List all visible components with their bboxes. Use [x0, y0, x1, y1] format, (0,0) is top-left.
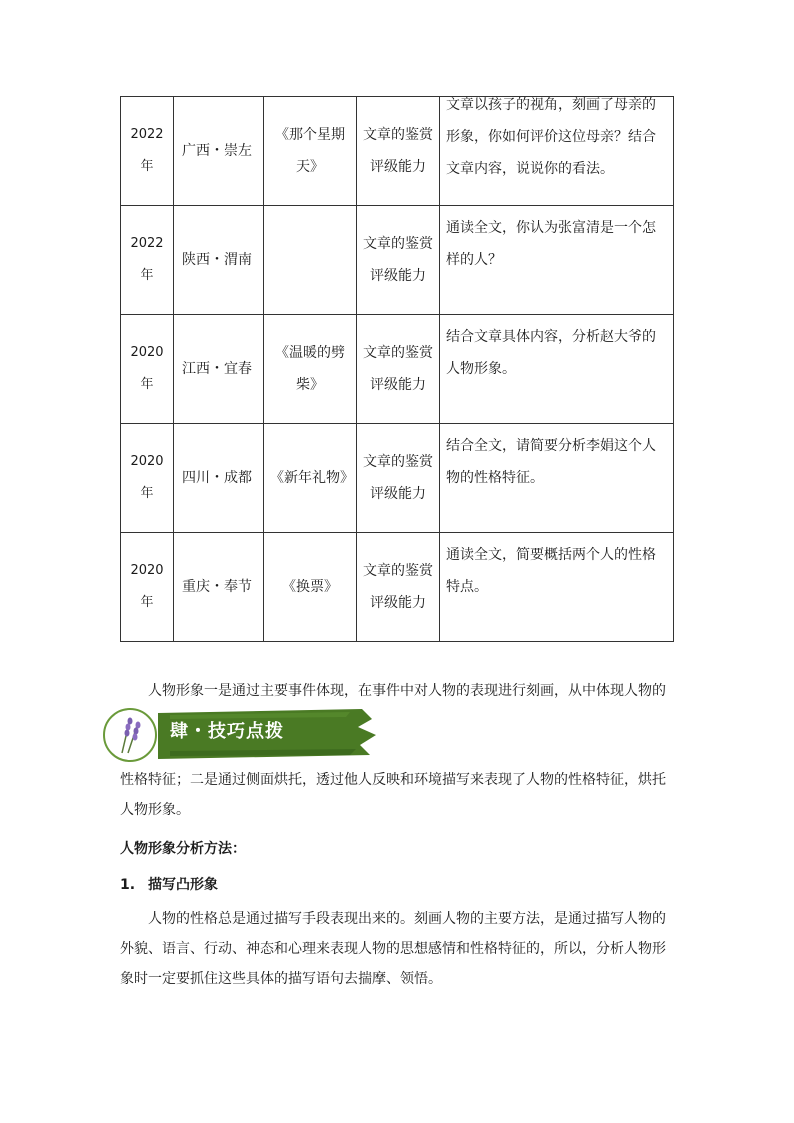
place-cell: 江西・宜春: [174, 315, 264, 424]
paragraph-line-1: 人物形象一是通过主要事件体现，在事件中对人物的表现进行刻画，从中体现人物的: [148, 683, 666, 699]
section-title: 描写凸形象: [148, 877, 218, 893]
place-cell: 陕西・渭南: [174, 206, 264, 315]
year-cell: 2020 年: [121, 315, 174, 424]
table-row: [121, 206, 674, 315]
section-heading: [120, 874, 218, 894]
table-row: [121, 533, 674, 642]
paragraph-continuation: 性格特征；二是通过侧面烘托，透过他人反映和环境描写来表现了人物的性格特征，烘托人物形象。: [120, 772, 666, 818]
paragraph-method-1: 人物的性格总是通过描写手段表现出来的。刻画人物的主要方法，是通过描写人物的外貌、语言、行动、神态和心理来表现人物的思想感情和性格特征的，所以，分析人物形象时一定要抓住这些具体的描写语句去揣摩、领悟。: [120, 911, 666, 987]
question-cell: [440, 206, 674, 315]
skill-cell: 文章的鉴赏评级能力: [357, 206, 440, 315]
question-text: 文章以孩子的视角，刻画了母亲的形象，你如何评价这位母亲？结合文章内容，说说你的看法。: [446, 97, 656, 177]
skill-cell: 文章的鉴赏评级能力: [357, 533, 440, 642]
table-row: [121, 315, 674, 424]
title-cell: 《新年礼物》: [264, 424, 357, 533]
question-cell: [440, 97, 674, 206]
question-text: 通读全文，简要概括两个人的性格特点。: [446, 547, 656, 595]
method-heading: 人物形象分析方法：: [120, 841, 246, 857]
skill-cell: 文章的鉴赏评级能力: [357, 315, 440, 424]
section-banner-title: 肆・技巧点拨: [170, 721, 284, 742]
place-cell: 广西・崇左: [174, 97, 264, 206]
skill-cell: 文章的鉴赏评级能力: [357, 97, 440, 206]
year-cell: 2020 年: [121, 424, 174, 533]
question-text: 结合全文，请简要分析李娟这个人物的性格特征。: [446, 438, 656, 486]
title-cell: [264, 206, 357, 315]
exam-question-table: [120, 96, 674, 642]
place-cell: 重庆・奉节: [174, 533, 264, 642]
question-text: 结合文章具体内容，分析赵大爷的人物形象。: [446, 329, 656, 377]
table-row: [121, 424, 674, 533]
section-number: 1.: [120, 877, 136, 893]
question-text: 通读全文，你认为张富清是一个怎样的人？: [446, 220, 656, 268]
question-cell: [440, 424, 674, 533]
title-cell: 《换票》: [264, 533, 357, 642]
year-cell: 2022 年: [121, 206, 174, 315]
place-cell: 四川・成都: [174, 424, 264, 533]
table-row: [121, 97, 674, 206]
year-cell: 2020 年: [121, 533, 174, 642]
question-cell: [440, 533, 674, 642]
title-cell: 《那个星期天》: [264, 97, 357, 206]
year-cell: 2022 年: [121, 97, 174, 206]
skill-cell: 文章的鉴赏评级能力: [357, 424, 440, 533]
question-cell: [440, 315, 674, 424]
title-cell: 《温暖的劈柴》: [264, 315, 357, 424]
